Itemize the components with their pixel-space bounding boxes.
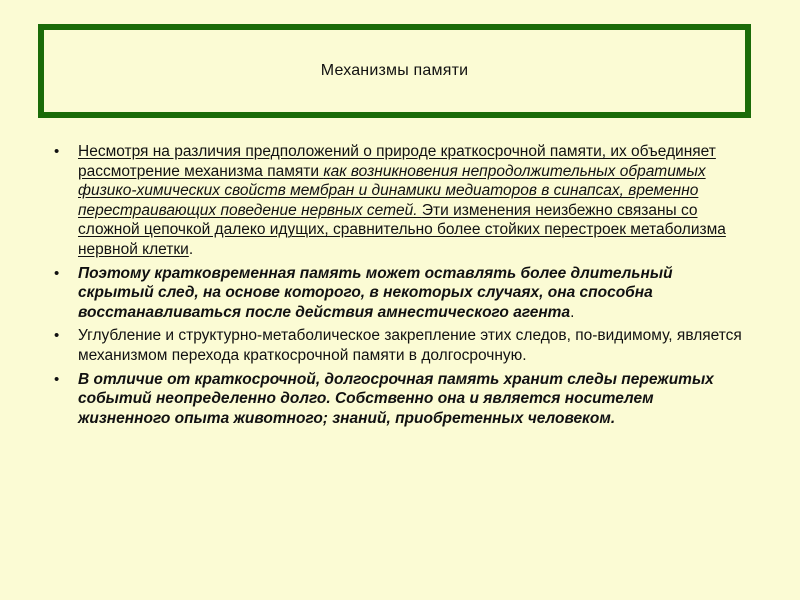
title-box [38,24,751,118]
bullet-4-text: В отличие от краткосрочной, долгосрочная память хранит следы пережитых событий неопределенно долго. Собственно она и является носителем жизненного опыта животного; знаний, приобретенных человеком. [78,370,714,427]
bullet-1-end: . [188,240,194,258]
bullet-1-text-b: как возникновения непродолжительных обратимых физико-химических свойств мембран и динамики медиаторов в синапсах, временно перестраивающих поведение нервных сетей. [78,162,706,219]
slide-title: Механизмы памяти [320,62,469,79]
bullet-icon: • [54,143,60,160]
bullet-icon: • [54,327,60,345]
bullet-list [50,142,750,432]
bullet-item-2 [50,264,750,323]
bullet-2-end: . [570,303,575,321]
bullet-3-text: Углубление и структурно-метаболическое закрепление этих следов, по-видимому, является механизмом перехода краткосрочной памяти в долгосрочную. [78,327,742,364]
bullet-icon: • [54,370,60,388]
bullet-2-text: Поэтому кратковременная память может оставлять более длительный скрытый след, на основе которого, в некоторых случаях, она способна восстанавливаться после действия амнестического агента [78,264,673,321]
bullet-item-1 [50,142,750,260]
bullet-icon: • [54,264,60,282]
bullet-1-text-c: Эти изменения неизбежно связаны со сложной цепочкой далеко идущих, сравнительно более стойких перестроек метаболизма нервной клетки [78,201,726,258]
bullet-item-4 [50,370,750,429]
bullet-item-3 [50,326,750,365]
bullet-1-text-a: Несмотря на различия предположений о природе краткосрочной памяти, их объединяет рассмотрение механизма памяти [78,143,716,180]
